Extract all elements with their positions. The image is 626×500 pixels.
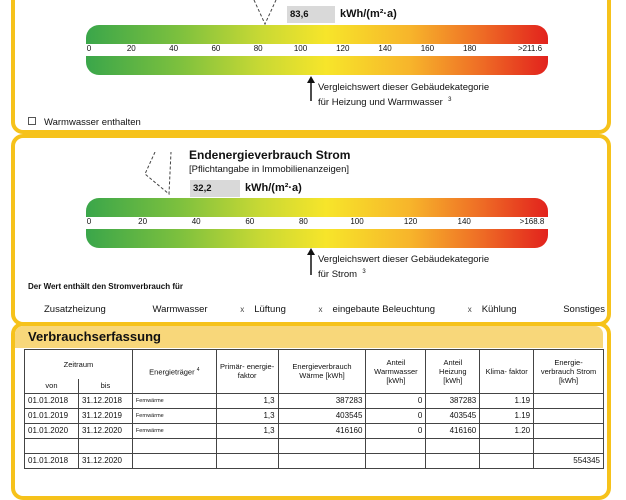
table-row: 01.01.2020 31.12.2020 Fernwärme 1,3 416160 0 416160 1.20 [25,423,604,438]
heat-unit: kWh/(m²·a) [340,8,397,20]
warmwater-checkbox[interactable]: Warmwasser enthalten [28,117,141,128]
header-von: von [25,379,79,394]
header-faktor: Primär- energie- faktor [216,350,278,394]
reference-arrow-icon [306,248,316,276]
header-zeitraum: Zeitraum [25,350,133,379]
header-strom: Energie- verbrauch Strom [kWh] [534,350,604,394]
electricity-reference-label: Vergleichswert dieser Gebäudekategorie für Strom $^3$ [318,254,490,281]
scale-tick-label: 80 [298,217,308,226]
scale-tick-label: 40 [191,217,201,226]
checkbox-lueftung[interactable]: x Lüftung [240,304,286,315]
electricity-checkbox-row [30,304,605,315]
electricity-note: Der Wert enthält den Stromverbrauch für [28,282,183,291]
scale-tick-label: 20 [138,217,148,226]
header-waerme: Energieverbrauch Wärme [kWh] [278,350,366,394]
scale-tick-label: 0 [86,217,92,226]
table-summary-row: 01.01.2018 31.12.2020 554345 [25,453,604,468]
scale-tick-label: 140 [378,44,392,53]
scale-tick-label: >168.8 [519,217,545,226]
header-klima: Klima- faktor [480,350,534,394]
consumption-table [24,349,604,469]
header-bis: bis [78,379,132,394]
scale-tick-label: 160 [420,44,435,53]
electricity-value: 32,2 [190,180,240,197]
scale-tick-label: >211.6 [517,44,543,53]
electricity-title: Endenergieverbrauch Strom [189,148,351,162]
checkbox-zusatzheizung[interactable]: Zusatzheizung [44,304,106,315]
scale-tick-label: 180 [463,44,477,53]
scale-tick-label: 100 [350,217,364,226]
heat-value: 83,6 [287,6,335,23]
scale-tick-label: 120 [403,217,418,226]
table-row: 01.01.2018 31.12.2018 Fernwärme 1,3 387283 0 387283 1.19 [25,393,604,408]
header-warmwasser: Anteil Warmwasser [kWh] [366,350,426,394]
scale-tick-label: 0 [86,44,92,53]
scale-tick-label: 20 [126,44,136,53]
scale-tick-label: 60 [211,44,221,53]
checkbox-beleuchtung[interactable]: x eingebaute Beleuchtung [318,304,436,315]
checkbox-warmwasser[interactable]: Warmwasser [152,304,208,315]
heat-reference-label: Vergleichswert dieser Gebäudekategorie für Heizung und Warmwasser $^3$ [318,82,490,109]
checkbox-sonstiges[interactable]: Sonstiges [563,304,605,315]
scale-tick-label: 140 [457,217,471,226]
consumption-record-title: Verbrauchserfassung [28,329,161,344]
checkbox-kuehlung[interactable]: x Kühlung [467,304,517,315]
value-pointer-icon [143,152,183,202]
scale-tick-label: 80 [253,44,263,53]
electricity-unit: kWh/(m²·a) [245,182,302,194]
scale-tick-label: 60 [245,217,255,226]
scale-tick-label: 100 [293,44,308,53]
table-row: 01.01.2019 31.12.2019 Fernwärme 1,3 403545 0 403545 1.19 [25,408,604,423]
value-pointer-icon [250,0,280,28]
header-energietraeger: Energieträger $^4$ [132,350,216,394]
scale-tick-label: 120 [336,44,350,53]
electricity-subtitle: [Pflichtangabe in Immobilienanzeigen] [189,164,350,175]
scale-tick-label: 40 [169,44,179,53]
reference-arrow-icon [306,76,316,102]
header-heizung: Anteil Heizung [kWh] [426,350,480,394]
